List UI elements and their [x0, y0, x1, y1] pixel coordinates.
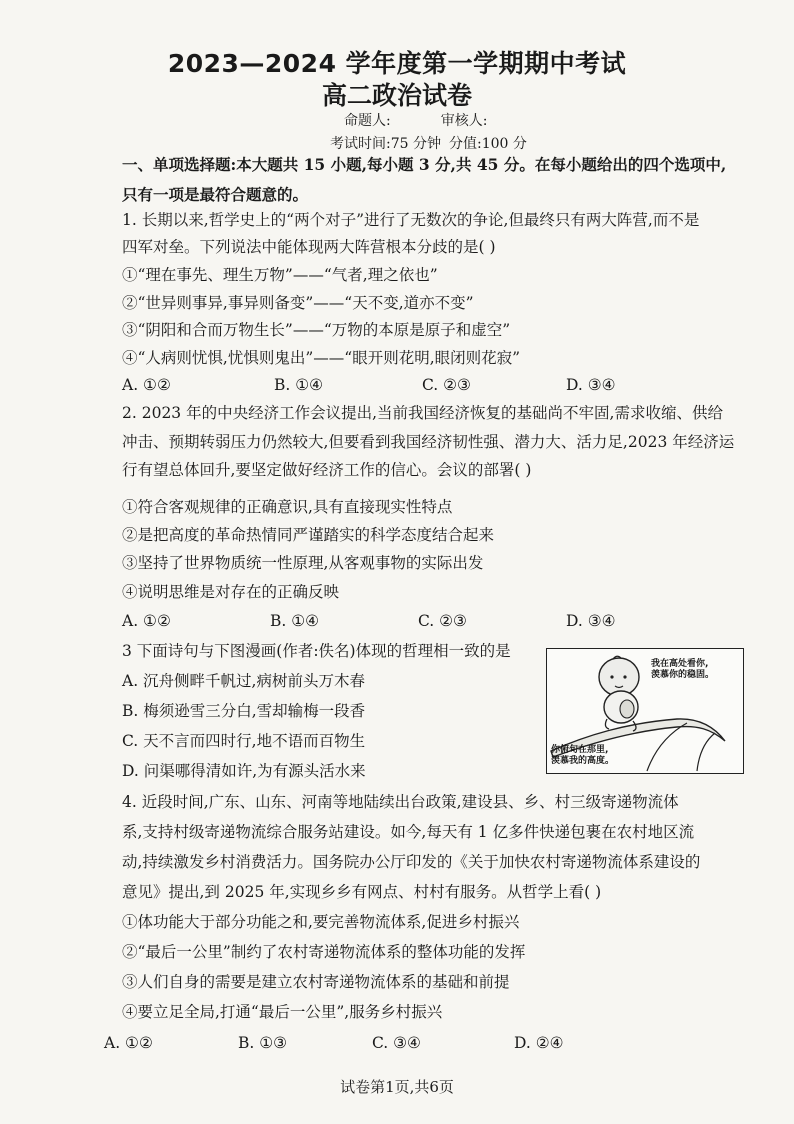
exam-time-line	[330, 133, 535, 153]
q2-option-a: A. ①②	[122, 612, 171, 630]
cartoon-top-text-line2: 羡慕你的稳固。	[651, 670, 715, 680]
q2-item-1: ①符合客观规律的正确意识,具有直接现实性特点	[122, 498, 453, 516]
q1-item-3: ③“阴阳和合而万物生长”——“万物的本原是原子和虚空”	[122, 321, 511, 339]
cartoon-bottom-text-line1: 你俯旬在那里,	[551, 745, 609, 755]
q2-stem-line3: 行有望总体回升,要坚定做好经济工作的信心。会议的部署( )	[122, 461, 532, 479]
q1-option-d: D. ③④	[566, 376, 616, 394]
q4-options	[104, 1034, 664, 1054]
q2-item-2: ②是把高度的革命热情同严谨踏实的科学态度结合起来	[122, 526, 495, 544]
q1-options	[122, 376, 682, 396]
q1-option-c: C. ②③	[422, 376, 471, 394]
q3-option-a: A. 沉舟侧畔千帆过,病树前头万木春	[122, 672, 365, 690]
section1-heading-line2: 只有一项是最符合题意的。	[122, 185, 309, 204]
q4-stem-line1: 4. 近段时间,广东、山东、河南等地陆续出台政策,建设县、乡、村三级寄递物流体	[122, 793, 679, 811]
page-footer: 试卷第1页,共6页	[340, 1078, 454, 1096]
q2-options	[122, 612, 682, 632]
q1-stem-line2: 四军对垒。下列说法中能体现两大阵营根本分歧的是( )	[122, 238, 496, 256]
q3-option-b: B. 梅须逊雪三分白,雪却输梅一段香	[122, 702, 366, 720]
section1-heading-line1: 一、单项选择题:本大题共 15 小题,每小题 3 分,共 45 分。在每小题给出的四个选项中,	[122, 155, 727, 174]
q1-item-1: ①“理在事先、理生万物”——“气者,理之依也”	[122, 266, 438, 284]
reviewer-label: 审核人:	[440, 113, 488, 129]
q3-cartoon	[546, 648, 744, 774]
q4-option-a: A. ①②	[104, 1034, 153, 1052]
q1-option-b: B. ①④	[274, 376, 324, 394]
q4-item-4: ④要立足全局,打通“最后一公里”,服务乡村振兴	[122, 1003, 443, 1021]
q4-stem-line2: 系,支持村级寄递物流综合服务站建设。如今,每天有 1 亿多件快递包裹在农村地区流	[122, 823, 695, 841]
q3-option-d: D. 问渠哪得清如许,为有源头活水来	[122, 762, 366, 780]
q2-option-c: C. ②③	[418, 612, 467, 630]
exam-title: 2023—2024 学年度第一学期期中考试	[167, 49, 627, 78]
exam-score: 分值:100 分	[448, 136, 527, 152]
q2-option-b: B. ①④	[270, 612, 320, 630]
cartoon-bottom-text-line2: 羡慕我的高度。	[551, 756, 615, 766]
q2-item-4: ④说明思维是对存在的正确反映	[122, 583, 340, 601]
q3-stem: 3 下面诗句与下图漫画(作者:佚名)体现的哲理相一致的是	[122, 642, 511, 660]
q1-item-2: ②“世异则事异,事异则备变”——“天不变,道亦不变”	[122, 294, 474, 312]
exam-time: 考试时间:75 分钟	[330, 136, 441, 152]
q4-option-c: C. ③④	[372, 1034, 421, 1052]
q2-stem-line2: 冲击、预期转弱压力仍然较大,但要看到我国经济韧性强、潜力大、活力足,2023 年经济运	[122, 433, 735, 451]
q2-stem-line1: 2. 2023 年的中央经济工作会议提出,当前我国经济恢复的基础尚不牢固,需求收缩、供给	[122, 404, 723, 422]
q3-option-c: C. 天不言而四时行,地不语而百物生	[122, 732, 366, 750]
cartoon-top-text-line1: 我在高处看你,	[651, 659, 709, 669]
exam-subtitle: 高二政治试卷	[321, 81, 472, 110]
cartoon-top-text	[651, 659, 714, 681]
q4-option-d: D. ②④	[514, 1034, 564, 1052]
cartoon-bottom-text	[551, 745, 614, 767]
q4-item-2: ②“最后一公里”制约了农村寄递物流体系的整体功能的发挥	[122, 943, 526, 961]
q1-stem-line1: 1. 长期以来,哲学史上的“两个对子”进行了无数次的争论,但最终只有两大阵营,而不是	[122, 211, 700, 229]
setter-label: 命题人:	[344, 113, 391, 129]
q2-option-d: D. ③④	[566, 612, 616, 630]
q4-stem-line3: 动,持续激发乡村消费活力。国务院办公厅印发的《关于加快农村寄递物流体系建设的	[122, 853, 701, 871]
q1-option-a: A. ①②	[122, 376, 171, 394]
q4-stem-line4: 意见》提出,到 2025 年,实现乡乡有网点、村村有服务。从哲学上看( )	[122, 883, 602, 901]
q4-item-1: ①体功能大于部分功能之和,要完善物流体系,促进乡村振兴	[122, 913, 520, 931]
q1-item-4: ④“人病则忧惧,忧惧则鬼出”——“眼开则花明,眼闭则花寂”	[122, 349, 521, 367]
q2-item-3: ③坚持了世界物质统一性原理,从客观事物的实际出发	[122, 554, 484, 572]
q4-option-b: B. ①③	[238, 1034, 288, 1052]
q4-item-3: ③人们自身的需要是建立农村寄递物流体系的基础和前提	[122, 973, 510, 991]
setter-reviewer-line	[344, 110, 537, 130]
